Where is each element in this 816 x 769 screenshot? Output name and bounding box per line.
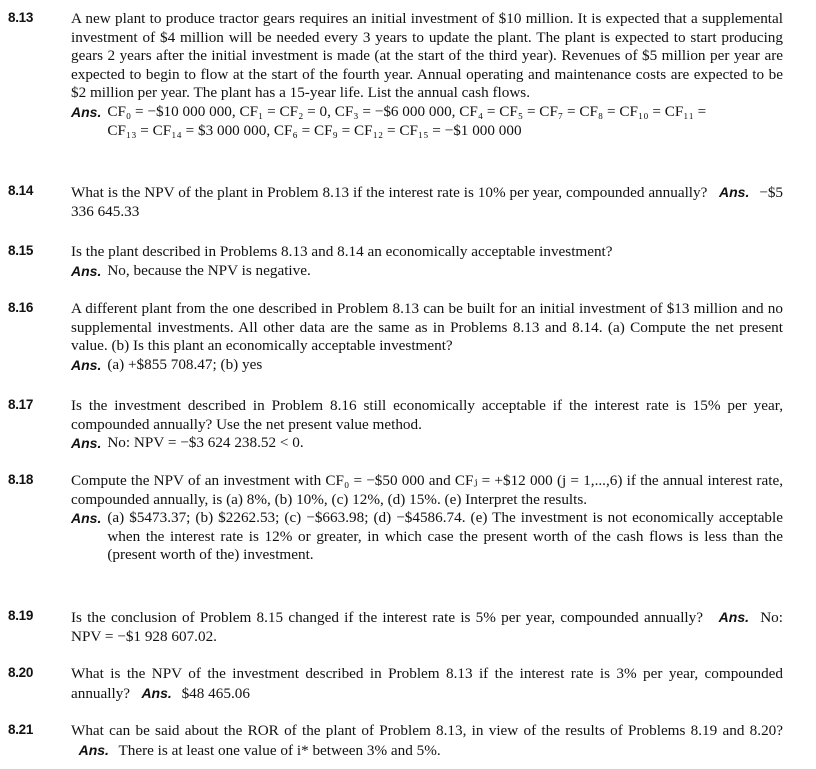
problem-number: 8.16 (8, 300, 34, 315)
answer-label: Ans. (78, 741, 109, 758)
answer-text: No: NPV = −$1 928 607.02. (71, 609, 783, 645)
answer-label: Ans. (141, 684, 172, 701)
answer-text: (a) +$855 708.47; (b) yes (107, 355, 263, 373)
problem-text: Is the conclusion of Problem 8.15 changed if the interest rate is 5% per year, compounded annually? (71, 609, 703, 626)
problem-8-16 (0, 300, 816, 374)
answer-label: Ans. (71, 103, 102, 120)
problem-text: What is the NPV of the plant in Problem 8.13 if the interest rate is 10% per year, compounded annually? (71, 184, 708, 201)
problem-number: 8.19 (8, 608, 34, 623)
problem-8-20 (0, 665, 816, 703)
answer-line-1: CF₀ = −$10 000 000, CF₁ = CF₂ = 0, CF₃ = −$6 000 000, CF₄ = CF₅ = CF₇ = CF₈ = CF₁₀ = CF₁₁ = (107, 102, 707, 120)
answer (71, 356, 783, 375)
problem-number: 8.21 (8, 722, 34, 737)
answer-label: Ans. (71, 510, 102, 527)
answer-label: Ans. (719, 184, 750, 200)
problem-text: What is the NPV of the investment described in Problem 8.13 if the interest rate is 3% per year, compounded annually? (71, 665, 783, 702)
answer-text: No: NPV = −$3 624 238.52 < 0. (107, 434, 304, 452)
answer-text: $48 465.06 (181, 684, 250, 702)
answer-text: No, because the NPV is negative. (107, 261, 311, 279)
problem-number: 8.13 (8, 10, 34, 25)
problem-text: What can be said about the ROR of the plant of Problem 8.13, in view of the results of Problems 8.19 and 8.20? (71, 722, 783, 739)
problem-8-15 (0, 243, 816, 280)
answer-label: Ans. (71, 262, 102, 279)
problem-8-18 (0, 472, 816, 565)
problem-text: A new plant to produce tractor gears requires an initial investment of $10 million. It is expected that a supplemental investment of $4 million will be needed every 3 years to update the plant. The plant is expected to start producing gears 2 years after the initial investment is made (at the start of the third year). Revenues of $5 million per year are expected to begin to flow at the start of the fourth year. Annual operating and maintenance costs are expected to be $2 million per year. The plant has a 15-year life. List the annual cash flows. (71, 10, 783, 102)
answer (71, 262, 783, 281)
problem-number: 8.15 (8, 243, 34, 258)
problem-text: Is the plant described in Problems 8.13 and 8.14 an economically acceptable investment? (71, 243, 613, 260)
problem-8-13 (0, 10, 816, 140)
answer-label: Ans. (718, 609, 749, 625)
answer-line-2: CF₁₃ = CF₁₄ = $3 000 000, CF₆ = CF₉ = CF₁₂ = CF₁₅ = −$1 000 000 (107, 121, 522, 139)
problem-8-17 (0, 397, 816, 453)
answer-text: There is at least one value of i* between 3% and 5%. (118, 741, 441, 759)
answer-label: Ans. (71, 435, 102, 452)
problem-number: 8.20 (8, 665, 34, 680)
problem-text: Is the investment described in Problem 8.16 still economically acceptable if the interest rate is 15% per year, compounded annually? Use the net present value method. (71, 397, 783, 433)
answer-text: (a) $5473.37; (b) $2262.53; (c) −$663.98; (d) −$4586.74. (e) The investment is not economically acceptable when the interest rate is 12% or greater, in which case the present worth of the cash flows is less than the (present worth of the) investment. (107, 509, 783, 564)
problem-number: 8.18 (8, 472, 34, 487)
problem-number: 8.17 (8, 397, 34, 412)
problem-number: 8.14 (8, 183, 34, 198)
answer (71, 103, 783, 140)
problem-8-19 (0, 608, 816, 646)
problem-8-21 (0, 722, 816, 760)
answer (71, 509, 783, 565)
problem-8-14 (0, 183, 816, 221)
answer-text: −$5 336 645.33 (71, 184, 784, 220)
problem-text: A different plant from the one described in Problem 8.13 can be built for an initial investment of $13 million and no supplemental investments. All other data are the same as in Problems 8.13 and 8.14. (a) Compute the net present value. (b) Is this plant an economically acceptable investment? (71, 300, 783, 355)
answer-label: Ans. (71, 356, 102, 373)
problem-text: Compute the NPV of an investment with CF₀ = −$50 000 and CFⱼ = +$12 000 (j = 1,...,6) if the annual interest rate, compounded annually, is (a) 8%, (b) 10%, (c) 12%, (d) 15%. (e) Interpret the results. (71, 472, 783, 508)
answer (71, 434, 783, 453)
